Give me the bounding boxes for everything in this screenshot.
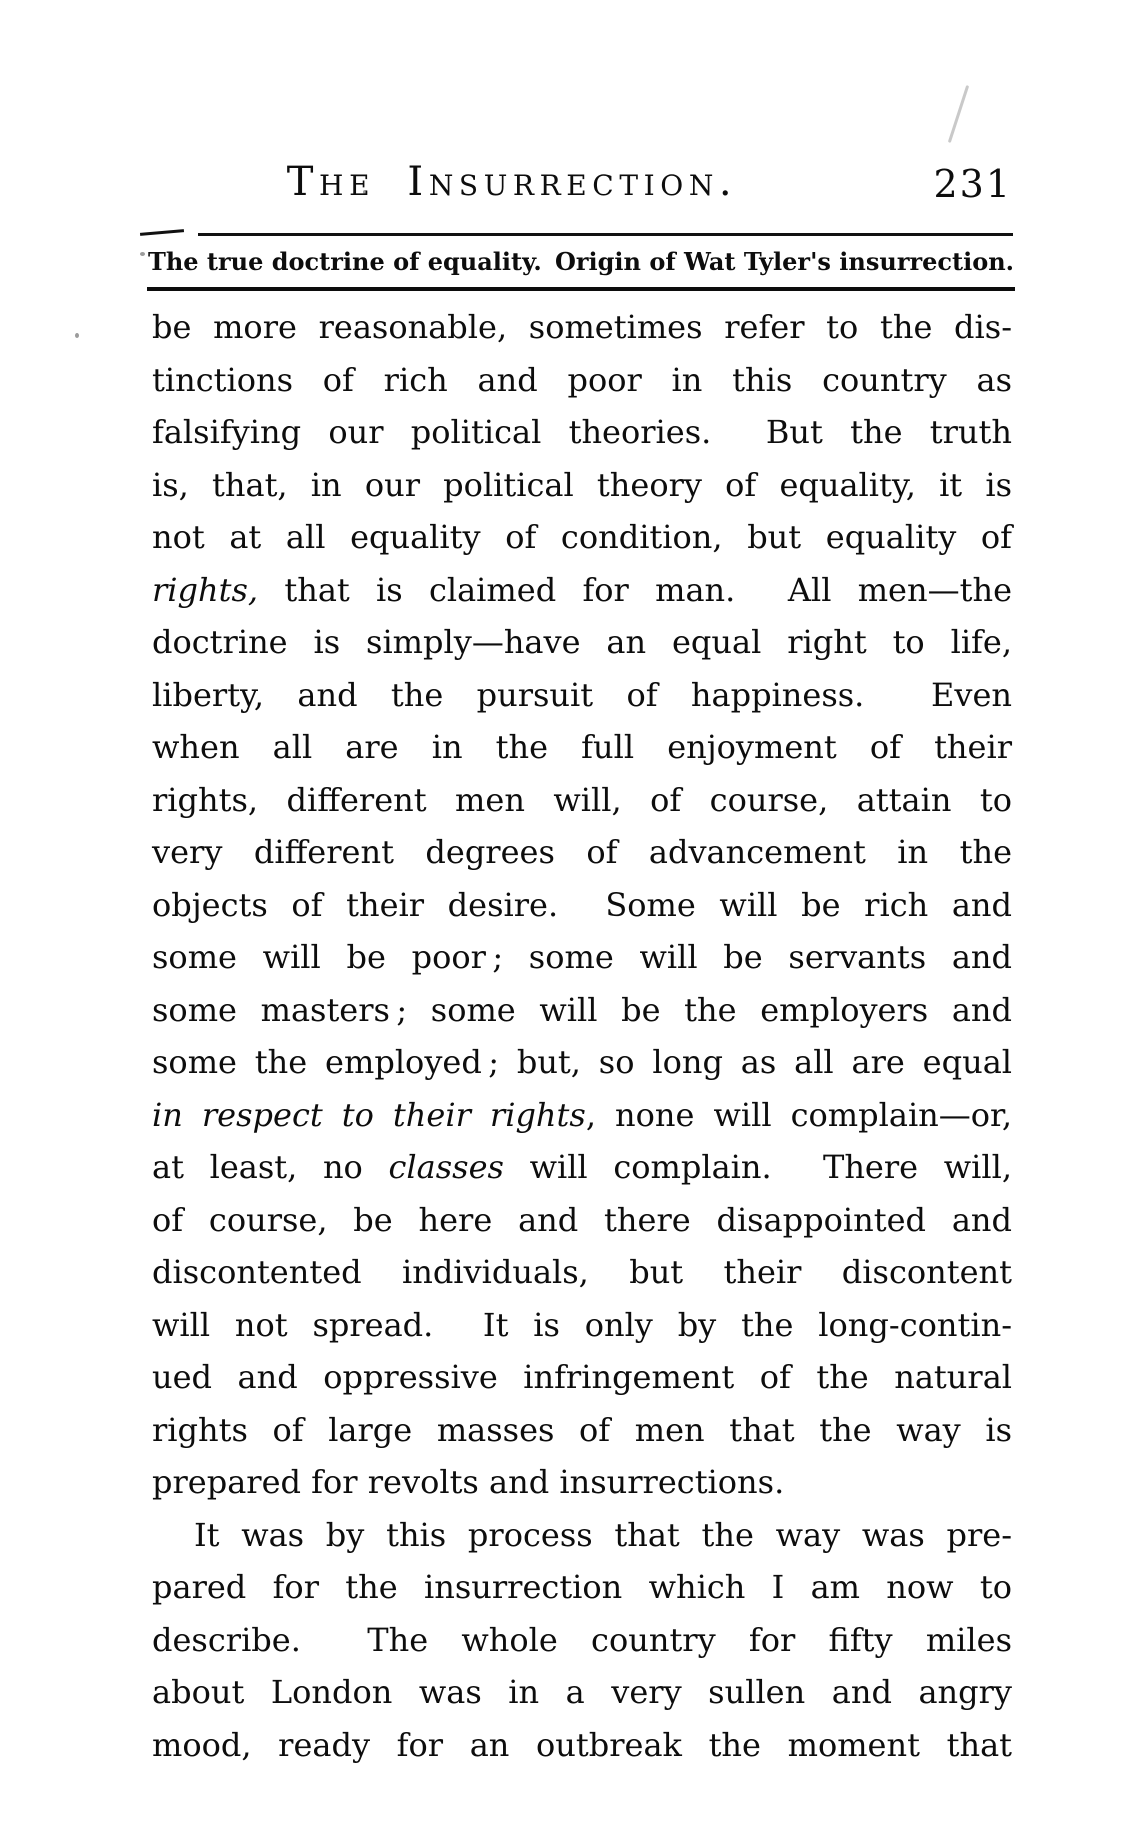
body-line	[152, 931, 1012, 984]
body-line	[152, 669, 1012, 722]
body-text-segment: mood, ready for an outbreak the moment that	[152, 1725, 1012, 1764]
body-line	[152, 1404, 1012, 1457]
body-text-segment: not at all equality of condition, but equality of	[152, 518, 1012, 556]
body-line	[152, 1089, 1012, 1142]
body-line	[152, 984, 1012, 1037]
body-text-segment: , none will complain—or,	[585, 1095, 1013, 1134]
body-text-segment: some the employed ; but, so long as all are equal	[152, 1043, 1012, 1081]
body-text-italic: classes	[388, 1148, 504, 1186]
body-text-segment: pared for the insurrection which I am now to	[152, 1568, 1012, 1606]
body-line	[152, 1666, 1012, 1719]
body-text-segment: prepared for revolts and insurrections.	[152, 1463, 785, 1501]
body-line	[152, 1194, 1012, 1247]
header-rule-top	[198, 233, 1013, 236]
body-line	[152, 1299, 1012, 1352]
body-line	[152, 1246, 1012, 1299]
body-text-segment: some masters ; some will be the employers and	[152, 990, 1012, 1029]
body-line	[152, 1614, 1012, 1667]
section-header-left: The true doctrine of equality.	[148, 247, 542, 276]
body-line	[152, 879, 1012, 932]
scan-speck	[75, 333, 79, 338]
body-text-segment: of course, be here and there disappointed and	[152, 1200, 1012, 1239]
body-text-segment: rights, different men will, of course, attain to	[152, 780, 1012, 819]
body-line	[152, 1561, 1012, 1614]
body-text-segment: that is claimed for man. All men—the	[258, 570, 1012, 609]
body-text-segment: at least, no	[152, 1148, 389, 1186]
body-line	[152, 564, 1012, 617]
body-line	[152, 826, 1012, 879]
body-line	[152, 406, 1012, 459]
scan-scratch-artifact	[948, 85, 969, 143]
body-text-segment: is, that, in our political theory of equality, it is	[152, 465, 1012, 504]
body-text-italic: in respect to their rights	[152, 1095, 586, 1134]
body-text-segment: be more reasonable, sometimes refer to the dis-	[152, 308, 1012, 346]
body-line	[152, 1456, 1012, 1509]
body-text-segment: rights of large masses of men that the way is	[152, 1410, 1012, 1449]
body-line	[152, 616, 1012, 669]
body-line	[152, 301, 1012, 354]
header-rule-bottom	[147, 287, 1015, 291]
body-text-segment: describe. The whole country for fifty miles	[152, 1620, 1012, 1659]
body-text-segment: It was by this process that the way was pre-	[194, 1515, 1012, 1554]
body-text-segment: objects of their desire. Some will be rich and	[152, 885, 1012, 924]
body-line	[152, 1719, 1012, 1772]
body-line	[152, 354, 1012, 407]
body-text-segment: liberty, and the pursuit of happiness. Even	[152, 675, 1012, 714]
body-text-segment: about London was in a very sullen and angry	[152, 1673, 1012, 1711]
body-text-segment: doctrine is simply—have an equal right to life,	[152, 623, 1012, 661]
body-text-segment: discontented individuals, but their discontent	[152, 1253, 1012, 1291]
section-header-row	[148, 245, 1014, 279]
page-number: 231	[933, 162, 1012, 206]
body-line	[152, 511, 1012, 564]
body-line	[152, 1509, 1012, 1562]
body-text-segment: ued and oppressive infringement of the natural	[152, 1358, 1012, 1396]
body-line	[152, 1141, 1012, 1194]
body-text-segment: will not spread. It is only by the long-contin-	[152, 1305, 1012, 1344]
scan-speck	[140, 252, 145, 256]
body-text-italic: rights,	[152, 570, 259, 609]
running-head-title: The Insurrection.	[286, 159, 738, 205]
body-line	[152, 1351, 1012, 1404]
body-text	[152, 301, 1012, 1771]
body-text-segment: some will be poor ; some will be servants and	[152, 938, 1012, 976]
body-line	[152, 774, 1012, 827]
section-header-right: Origin of Wat Tyler's insurrection.	[554, 247, 1014, 276]
body-line	[152, 721, 1012, 774]
body-text-segment: when all are in the full enjoyment of their	[152, 728, 1012, 766]
body-line	[152, 1036, 1012, 1089]
body-text-segment: tinctions of rich and poor in this country as	[152, 360, 1012, 399]
body-line	[152, 459, 1012, 512]
body-text-segment: very different degrees of advancement in the	[152, 833, 1012, 871]
body-text-segment: will complain. There will,	[503, 1148, 1013, 1186]
header-rule-dash	[140, 229, 184, 236]
body-text-segment: falsifying our political theories. But the truth	[152, 413, 1012, 451]
